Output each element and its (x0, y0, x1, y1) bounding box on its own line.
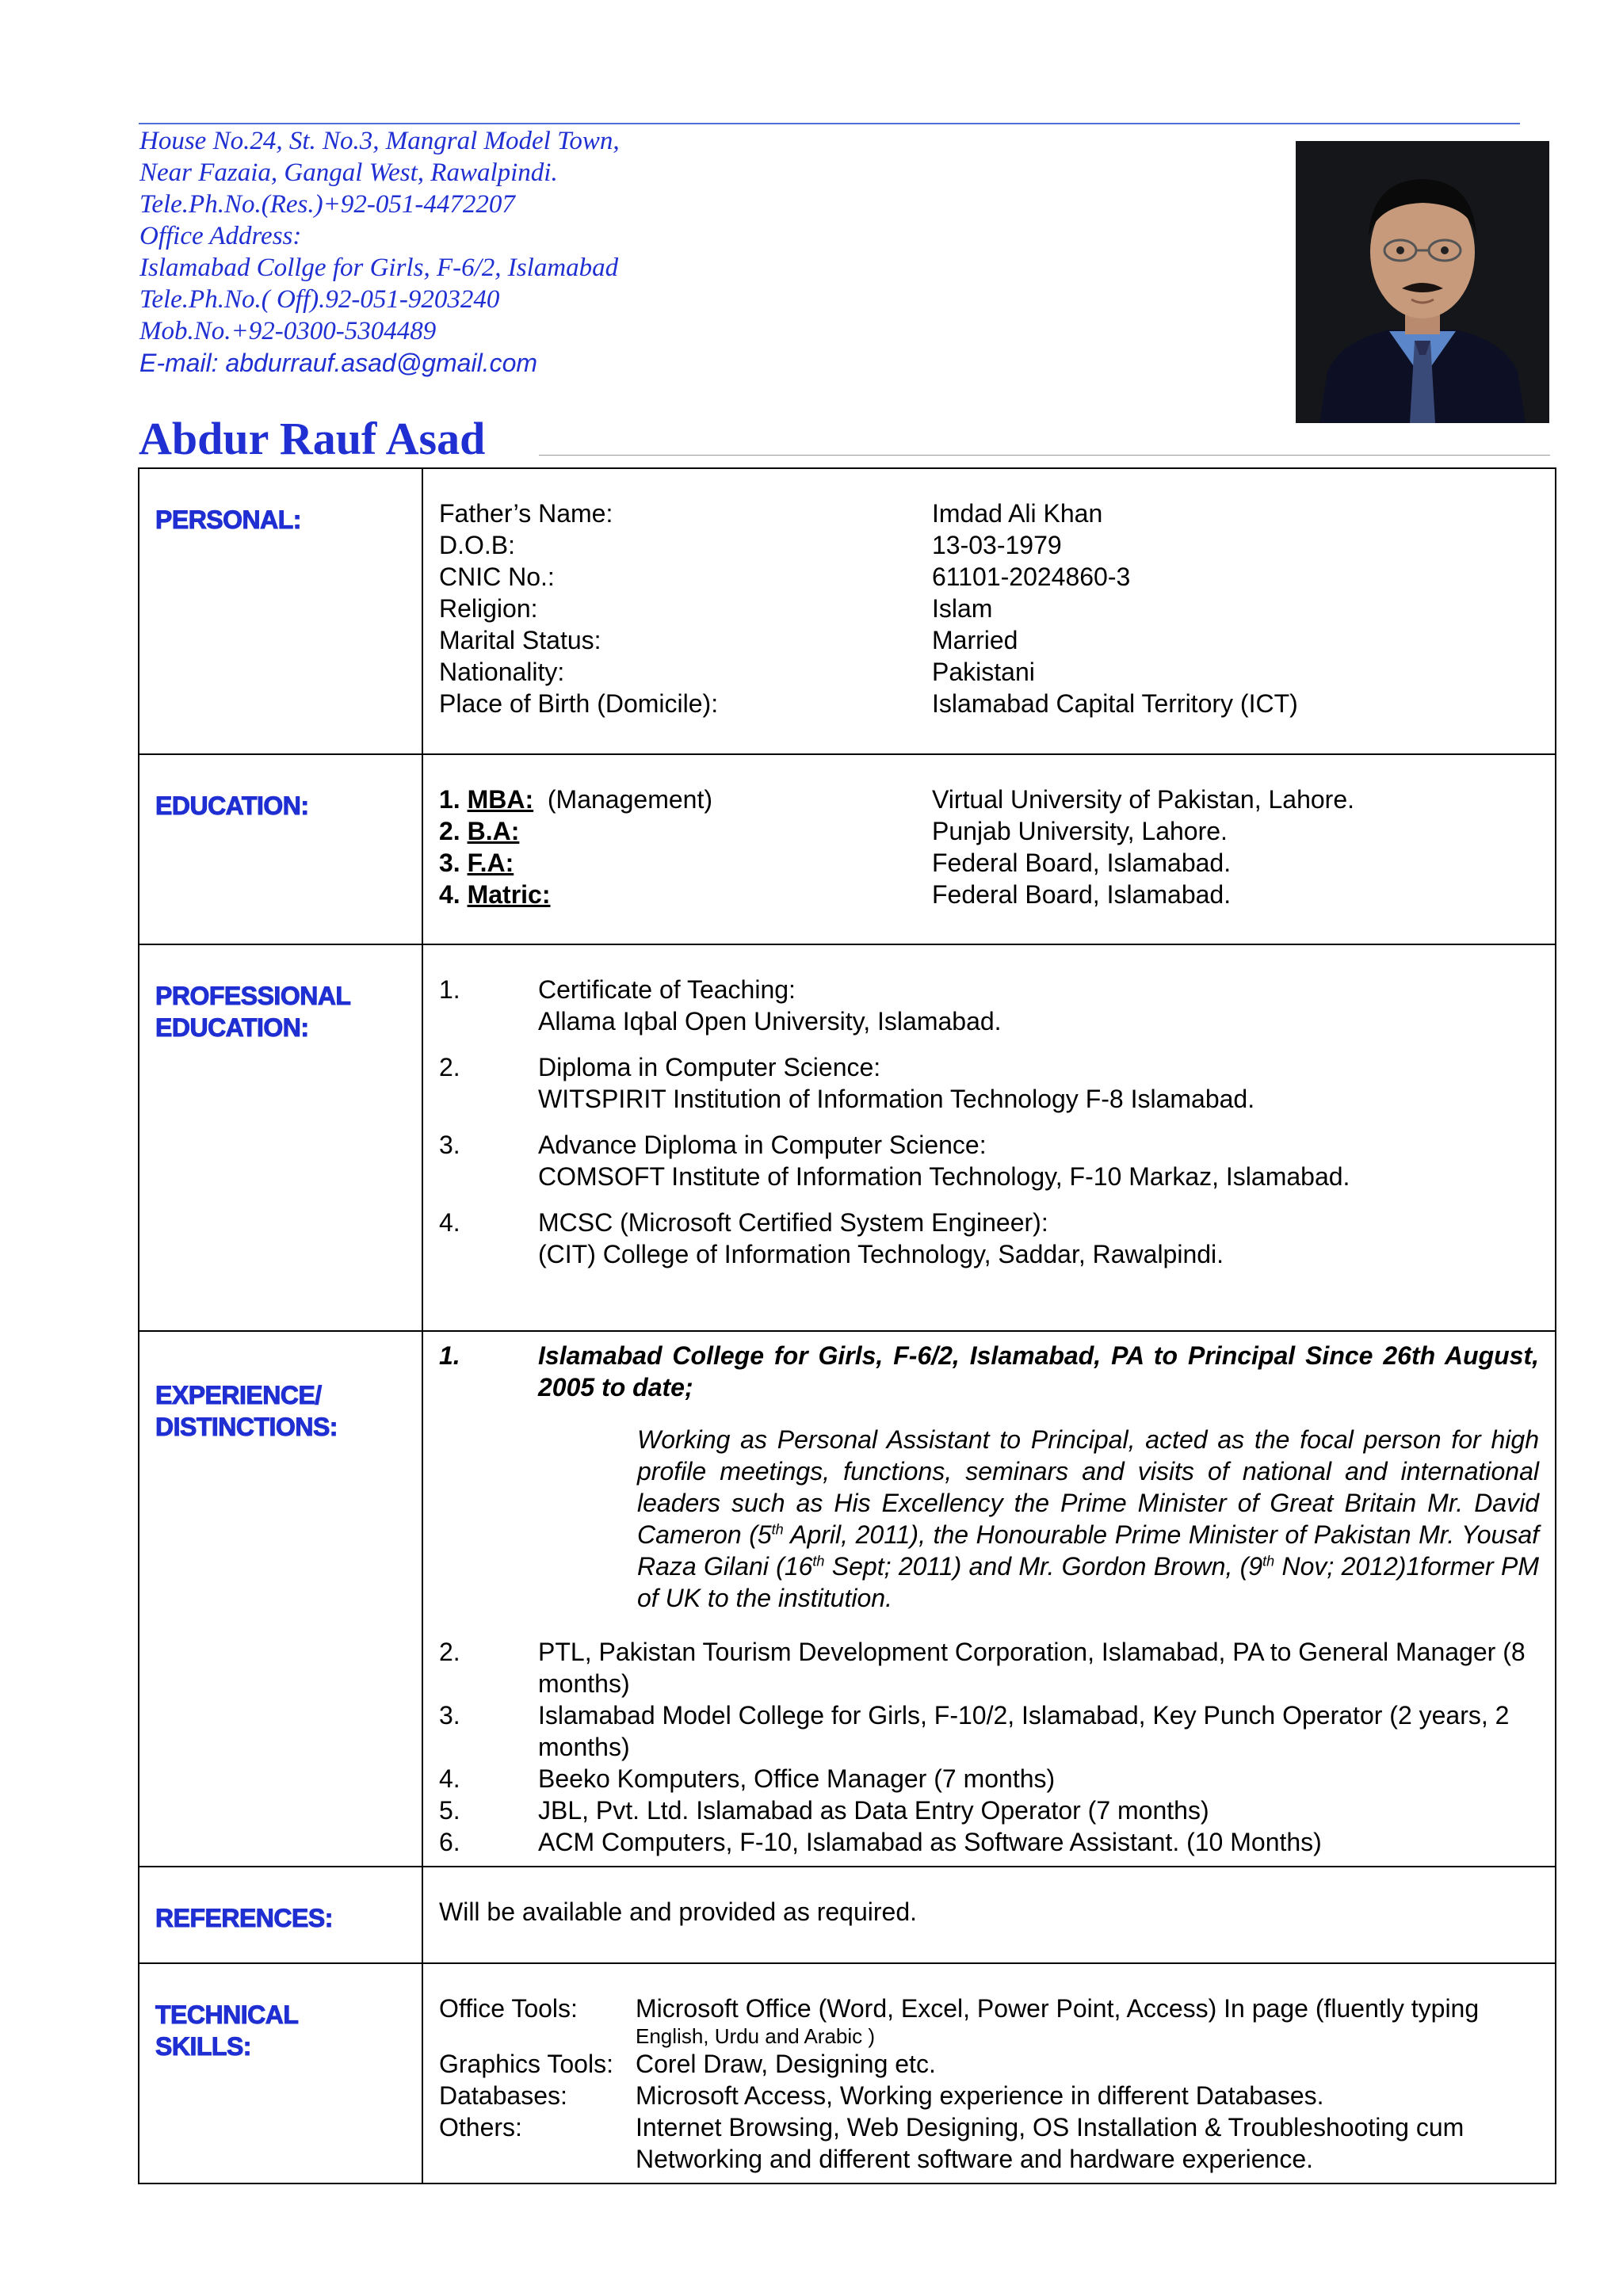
skill-row (439, 2111, 1539, 2175)
residence-phone: Tele.Ph.No.(Res.)+92-051-4472207 (139, 190, 515, 219)
experience-item (439, 1763, 1539, 1794)
edu-num: 4. (439, 880, 460, 909)
edu-institute: Punjab University, Lahore. (932, 817, 1228, 845)
skill-value-note: English, Urdu and Arabic ) (636, 2024, 876, 2048)
skill-row (439, 1993, 1539, 2048)
edu-num: 1. (439, 785, 460, 814)
professional-heading: PROFESSIONAL (155, 982, 351, 1010)
edu-institute: Virtual University of Pakistan, Lahore. (932, 785, 1354, 814)
professional-item (439, 1207, 1539, 1270)
experience-item (439, 1794, 1539, 1826)
field-value: 13-03-1979 (932, 531, 1062, 559)
experience-heading: EXPERIENCE/ (155, 1381, 322, 1409)
field-value: Married (932, 626, 1018, 654)
skill-value: Microsoft Office (Word, Excel, Power Point, Access) In page (fluently typing (636, 1994, 1480, 2023)
skill-label: Others: (439, 2113, 522, 2142)
references-section (139, 1867, 1556, 1963)
skill-label: Databases: (439, 2081, 567, 2110)
professional-education-section (139, 944, 1556, 1331)
field-label: D.O.B: (439, 531, 516, 559)
experience-item (439, 1826, 1539, 1858)
item-number: 2. (439, 1638, 460, 1666)
field-label: Father’s Name: (439, 499, 613, 528)
mobile-number: Mob.No.+92-0300-5304489 (139, 317, 437, 345)
professional-item (439, 1051, 1539, 1115)
personal-row (439, 656, 1539, 688)
email-address: E-mail: abdurrauf.asad@gmail.com (139, 349, 538, 377)
technical-skills-section (139, 1963, 1556, 2183)
section-heading-cell (139, 944, 422, 1331)
item-number: 3. (439, 1131, 460, 1159)
personal-details (422, 468, 1556, 754)
experience-heading: DISTINCTIONS: (155, 1413, 338, 1441)
cv-table (138, 467, 1556, 2184)
skill-value: Corel Draw, Designing etc. (636, 2050, 936, 2078)
experience-text: Beeko Komputers, Office Manager (7 months) (538, 1764, 1056, 1793)
personal-row (439, 529, 1539, 561)
top-rule (139, 123, 1520, 124)
references-text: Will be available and provided as required. (439, 1897, 918, 1926)
experience-item (439, 1636, 1539, 1699)
name-underline (539, 455, 1550, 456)
experience-text: ACM Computers, F-10, Islamabad as Software Assistant. (10 Months) (538, 1828, 1322, 1856)
item-title: Diploma in Computer Science: (538, 1053, 881, 1081)
personal-row (439, 688, 1539, 719)
edu-institute: Federal Board, Islamabad. (932, 849, 1232, 877)
item-number: 3. (439, 1701, 460, 1730)
field-label: Place of Birth (Domicile): (439, 689, 719, 718)
personal-row (439, 624, 1539, 656)
section-heading-cell (139, 1867, 422, 1963)
candidate-name: Abdur Rauf Asad (139, 413, 486, 464)
skill-value: Internet Browsing, Web Designing, OS Installation & Troubleshooting cum Networking and different software and hardware experience. (636, 2113, 1465, 2173)
experience-text: PTL, Pakistan Tourism Development Corporation, Islamabad, PA to General Manager (8 months) (538, 1638, 1526, 1698)
field-label: Nationality: (439, 658, 565, 686)
profile-photo (1296, 141, 1549, 423)
education-row (439, 879, 1539, 910)
field-value: Pakistani (932, 658, 1035, 686)
education-details (422, 754, 1556, 944)
item-institute: WITSPIRIT Institution of Information Technology F-8 Islamabad. (538, 1085, 1255, 1113)
field-value: Islam (932, 594, 993, 623)
references-details (422, 1867, 1556, 1963)
item-number: 5. (439, 1796, 460, 1825)
education-heading: EDUCATION: (155, 791, 309, 820)
edu-degree: Matric: (467, 880, 551, 909)
skill-row (439, 2080, 1539, 2111)
office-phone: Tele.Ph.No.( Off).92-051-9203240 (139, 285, 500, 314)
portrait-illustration (1296, 141, 1549, 423)
education-row (439, 847, 1539, 879)
personal-row (439, 498, 1539, 529)
address-line: House No.24, St. No.3, Mangral Model Town, (139, 127, 620, 155)
technical-heading: SKILLS: (155, 2032, 251, 2061)
office-address-label: Office Address: (139, 222, 302, 250)
personal-section (139, 468, 1556, 754)
item-institute: COMSOFT Institute of Information Technology, F-10 Markaz, Islamabad. (538, 1162, 1350, 1191)
item-institute: (CIT) College of Information Technology, Saddar, Rawalpindi. (538, 1240, 1224, 1268)
item-title: MCSC (Microsoft Certified System Engineer): (538, 1208, 1048, 1237)
technical-details (422, 1963, 1556, 2183)
experience-text: Islamabad Model College for Girls, F-10/2, Islamabad, Key Punch Operator (2 years, 2 months) (538, 1701, 1510, 1761)
item-number: 1. (439, 1341, 460, 1370)
personal-row (439, 561, 1539, 593)
professional-heading: EDUCATION: (155, 1013, 309, 1042)
field-label: Marital Status: (439, 626, 601, 654)
skill-label: Graphics Tools: (439, 2050, 613, 2078)
edu-extra: (Management) (547, 785, 712, 814)
experience-text: JBL, Pvt. Ltd. Islamabad as Data Entry Operator (7 months) (538, 1796, 1209, 1825)
experience-item (439, 1699, 1539, 1763)
personal-row (439, 593, 1539, 624)
field-value: Imdad Ali Khan (932, 499, 1103, 528)
edu-num: 3. (439, 849, 460, 877)
item-number: 2. (439, 1053, 460, 1081)
experience-description: Working as Personal Assistant to Principal, acted as the focal person for high profile meetings, functions, seminars and visits of national and international leaders such as His Excellency the Prime Minister of Great Britain Mr. David Cameron (5th April, 2011), the Honourable Prime Minister of Pakistan Mr. Yousaf Raza Gilani (16th Sept; 2011) and Mr. Gordon Brown, (9th Nov; 2012)1former PM of UK to the institution. (637, 1425, 1540, 1612)
education-row (439, 815, 1539, 847)
item-number: 4. (439, 1208, 460, 1237)
item-number: 4. (439, 1764, 460, 1793)
professional-item (439, 1129, 1539, 1192)
item-number: 1. (439, 975, 460, 1004)
section-heading-cell (139, 1963, 422, 2183)
education-row (439, 784, 1539, 815)
field-label: CNIC No.: (439, 563, 555, 591)
experience-title: Islamabad College for Girls, F-6/2, Islamabad, PA to Principal Since 26th August, 2005 to date; (538, 1341, 1539, 1402)
experience-section (139, 1331, 1556, 1867)
contact-address-block (139, 125, 1011, 379)
edu-institute: Federal Board, Islamabad. (932, 880, 1232, 909)
office-address: Islamabad Collge for Girls, F-6/2, Islamabad (139, 254, 619, 282)
section-heading-cell (139, 754, 422, 944)
skill-value: Microsoft Access, Working experience in different Databases. (636, 2081, 1324, 2110)
skill-row (439, 2048, 1539, 2080)
item-title: Certificate of Teaching: (538, 975, 796, 1004)
technical-heading: TECHNICAL (155, 2000, 299, 2029)
section-heading-cell (139, 1331, 422, 1867)
section-heading-cell (139, 468, 422, 754)
item-title: Advance Diploma in Computer Science: (538, 1131, 987, 1159)
item-number: 6. (439, 1828, 460, 1856)
field-label: Religion: (439, 594, 538, 623)
references-heading: REFERENCES: (155, 1904, 333, 1932)
item-institute: Allama Iqbal Open University, Islamabad. (538, 1007, 1002, 1035)
edu-degree: MBA: (467, 785, 534, 814)
field-value: Islamabad Capital Territory (ICT) (932, 689, 1298, 718)
edu-degree: F.A: (467, 849, 514, 877)
address-line: Near Fazaia, Gangal West, Rawalpindi. (139, 158, 558, 187)
skill-label: Office Tools: (439, 1994, 578, 2023)
field-value: 61101-2024860-3 (932, 563, 1131, 591)
experience-details (422, 1331, 1556, 1867)
professional-details (422, 944, 1556, 1331)
edu-num: 2. (439, 817, 460, 845)
professional-item (439, 974, 1539, 1037)
personal-heading: PERSONAL: (155, 505, 301, 534)
education-section (139, 754, 1556, 944)
experience-item (439, 1340, 1539, 1403)
edu-degree: B.A: (467, 817, 520, 845)
